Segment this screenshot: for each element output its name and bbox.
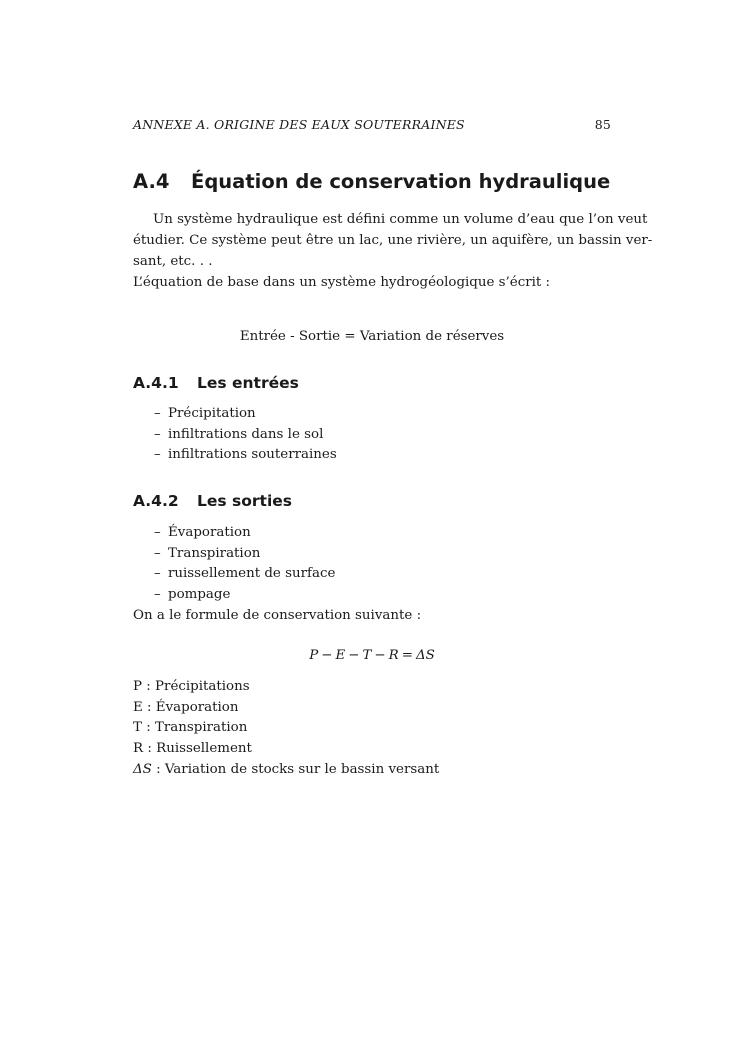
list-dash: – [154,426,161,442]
formula-p: P [309,648,319,663]
definition-text: : Évaporation [142,700,239,715]
definition-line [133,739,252,760]
definition-symbol: T [133,720,142,735]
intro-line-1: Un système hydraulique est défini comme un volume d’eau que l’on veut [153,212,648,227]
equation-intro: L’équation de base dans un système hydrogéologique s’écrit : [133,275,551,290]
definition-symbol: E [133,700,143,715]
definition-line [133,698,239,719]
page-number: 85 [594,117,611,132]
list-dash: – [154,406,161,421]
running-header [133,117,611,132]
formula-minus: − [348,648,360,663]
subsection-number: A.4.2 [133,492,179,510]
conservation-formula [133,648,611,663]
definition-symbol: R [133,741,144,756]
list-dash: – [154,587,161,603]
definition-line [133,677,250,698]
definition-text: : Précipitations [142,679,250,694]
definition-line [133,760,439,781]
section-heading [133,170,610,193]
definition-text: : Variation de stocks sur le bassin versant [151,762,440,777]
list-item [154,585,335,606]
list-item-text: pompage [168,587,231,603]
formula-minus: − [374,648,386,663]
inputs-list [154,404,337,466]
definition-text: : Transpiration [141,720,248,735]
list-item [154,404,337,425]
section-number: A.4 [133,170,170,193]
formula-minus: − [321,648,333,663]
list-item [154,544,335,565]
definition-text: : Ruissellement [143,741,252,756]
formula-equals: = [401,648,413,663]
list-dash: – [154,447,161,463]
conservation-intro: On a le formule de conservation suivante : [133,608,422,623]
subsection-title: Les entrées [197,374,299,392]
formula-delta-s: ΔS [415,648,435,663]
definition-line [133,718,247,739]
intro-line-2: étudier. Ce système peut être un lac, une rivière, un aquifère, un bassin ver- [133,233,653,248]
outputs-list [154,523,335,606]
running-title: ANNEXE A. ORIGINE DES EAUX SOUTERRAINES [133,117,465,132]
list-item-text: Évaporation [168,525,251,540]
section-title: Équation de conservation hydraulique [191,170,611,193]
subsection-number: A.4.1 [133,374,179,392]
list-item-text: Transpiration [168,545,261,561]
formula-r: R [388,648,399,663]
list-item-text: ruissellement de surface [168,566,336,582]
subsection-title: Les sorties [197,492,292,510]
definition-symbol: ΔS [133,762,152,777]
list-item [154,425,337,446]
base-equation: Entrée - Sortie = Variation de réserves [239,329,505,344]
formula-expression [309,648,435,663]
formula-e: E [335,648,346,663]
formula-t: T [362,648,372,663]
definition-symbol: P [133,679,143,694]
list-item [154,523,335,544]
list-dash: – [154,525,161,540]
list-item-text: Précipitation [168,406,256,421]
list-item-text: infiltrations souterraines [168,447,337,463]
list-dash: – [154,566,161,582]
list-item-text: infiltrations dans le sol [168,426,324,442]
list-item [154,564,335,585]
subsection-heading-outputs [133,492,292,510]
list-item [154,445,337,466]
subsection-heading-inputs [133,374,299,392]
intro-line-3: sant, etc. . . [133,254,213,269]
list-dash: – [154,545,161,561]
